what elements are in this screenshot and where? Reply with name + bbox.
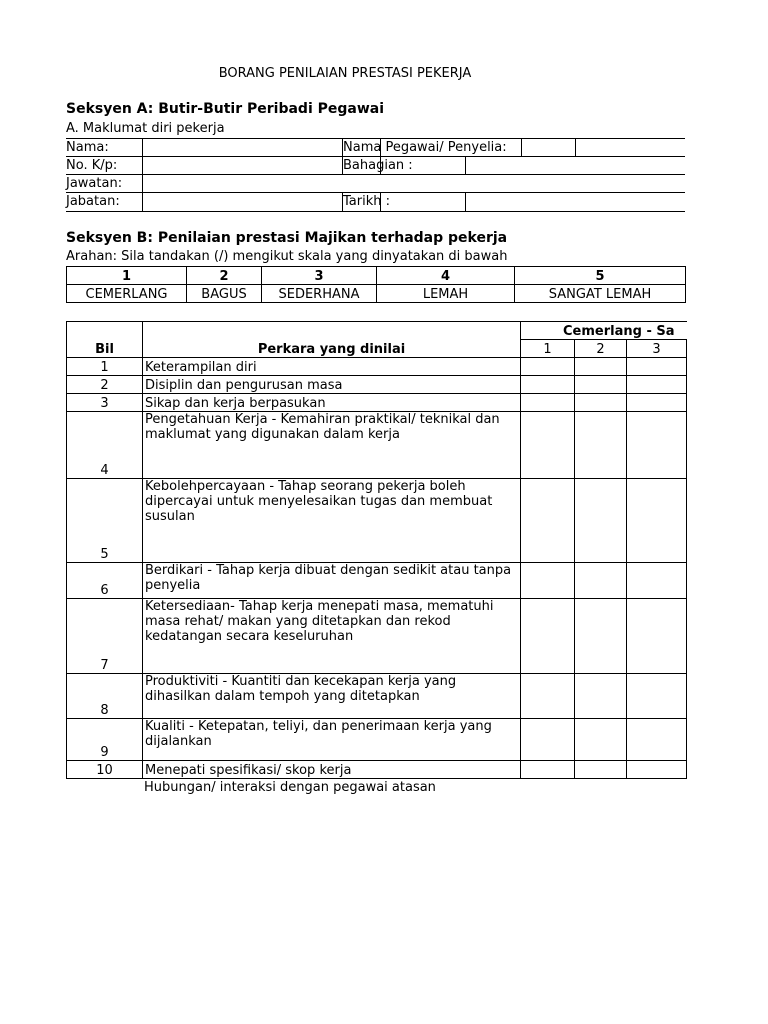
table-row [67,674,687,719]
rating-cell[interactable] [521,563,575,599]
nama-label: Nama: [66,140,109,155]
rating-cell[interactable] [575,358,627,376]
table-row [67,358,687,376]
row-criterion: Sikap dan kerja berpasukan [143,394,521,412]
rating-cell[interactable] [575,394,627,412]
trailing-criterion: Hubungan/ interaksi dengan pegawai atasan [144,780,436,795]
scale-number: 3 [262,267,377,285]
row-criterion: Berdikari - Tahap kerja dibuat dengan sedikit atau tanpa penyelia [143,563,521,599]
scale-col-3: 3 [627,340,687,358]
scale-label: LEMAH [377,285,515,303]
bil-header: Bil [67,322,143,358]
row-criterion: Produktiviti - Kuantiti dan kecekapan kerja yang dihasilkan dalam tempoh yang ditetapkan [143,674,521,719]
table-row [67,479,687,563]
table-row [67,761,687,779]
rating-cell[interactable] [521,376,575,394]
rating-scale-table [66,266,686,303]
rating-cell[interactable] [575,761,627,779]
scale-label: CEMERLANG [67,285,187,303]
rating-cell[interactable] [575,599,627,674]
rating-cell[interactable] [627,358,687,376]
rating-cell[interactable] [521,761,575,779]
scale-number: 2 [187,267,262,285]
rating-cell[interactable] [521,599,575,674]
row-criterion: Menepati spesifikasi/ skop kerja [143,761,521,779]
section-b-heading: Seksyen B: Penilaian prestasi Majikan terhadap pekerja [66,230,508,246]
row-number: 3 [67,394,143,412]
rating-cell[interactable] [521,412,575,479]
row-criterion: Pengetahuan Kerja - Kemahiran praktikal/ teknikal dan maklumat yang digunakan dalam kerja [143,412,521,479]
rating-cell[interactable] [575,719,627,761]
row-criterion: Disiplin dan pengurusan masa [143,376,521,394]
form-title: BORANG PENILAIAN PRESTASI PEKERJA [218,66,472,81]
rating-cell[interactable] [575,412,627,479]
rating-cell[interactable] [627,479,687,563]
section-a-heading: Seksyen A: Butir-Butir Peribadi Pegawai [66,101,385,117]
row-number: 1 [67,358,143,376]
table-row [67,563,687,599]
table-row [67,719,687,761]
rating-cell[interactable] [521,358,575,376]
rating-cell[interactable] [521,674,575,719]
scale-number: 1 [67,267,187,285]
row-criterion: Kualiti - Ketepatan, teliyi, dan penerimaan kerja yang dijalankan [143,719,521,761]
jawatan-label: Jawatan: [66,176,123,191]
rating-cell[interactable] [627,674,687,719]
rating-cell[interactable] [627,761,687,779]
rating-cell[interactable] [627,719,687,761]
table-row [67,599,687,674]
table-row [67,376,687,394]
row-number: 8 [67,674,143,719]
table-row [67,394,687,412]
assessment-table [66,321,687,779]
rating-cell[interactable] [627,412,687,479]
scale-col-2: 2 [575,340,627,358]
scale-number: 4 [377,267,515,285]
bahagian-label: Bahagian : [343,158,413,173]
scale-label: BAGUS [187,285,262,303]
scale-label: SANGAT LEMAH [515,285,686,303]
rating-cell[interactable] [575,479,627,563]
tarikh-label: Tarikh : [343,194,390,209]
row-number: 10 [67,761,143,779]
scale-label: SEDERHANA [262,285,377,303]
rating-cell[interactable] [521,719,575,761]
jabatan-label: Jabatan: [66,194,120,209]
row-criterion: Keterampilan diri [143,358,521,376]
section-b-instruction: Arahan: Sila tandakan (/) mengikut skala yang dinyatakan di bawah [66,249,508,264]
rating-cell[interactable] [627,563,687,599]
rating-cell[interactable] [575,563,627,599]
row-number: 4 [67,412,143,479]
row-number: 9 [67,719,143,761]
row-criterion: Kebolehpercayaan - Tahap seorang pekerja boleh dipercayai untuk menyelesaikan tugas dan membuat susulan [143,479,521,563]
rating-cell[interactable] [575,674,627,719]
row-number: 7 [67,599,143,674]
no-kp-label: No. K/p: [66,158,118,173]
perkara-header: Perkara yang dinilai [143,322,521,358]
scale-number: 5 [515,267,686,285]
row-criterion: Ketersediaan- Tahap kerja menepati masa, mematuhi masa rehat/ makan yang ditetapkan dan rekod kedatangan secara keseluruhan [143,599,521,674]
scale-col-1: 1 [521,340,575,358]
rating-cell[interactable] [575,376,627,394]
row-number: 5 [67,479,143,563]
rating-cell[interactable] [521,394,575,412]
table-row [67,412,687,479]
section-a-subheading: A. Maklumat diri pekerja [66,121,225,136]
rating-cell[interactable] [521,479,575,563]
rating-cell[interactable] [627,599,687,674]
row-number: 2 [67,376,143,394]
row-number: 6 [67,563,143,599]
rating-cell[interactable] [627,394,687,412]
nama-pegawai-label: Nama Pegawai/ Penyelia: [343,140,507,155]
scale-group-header: Cemerlang - Sa [521,322,687,340]
rating-cell[interactable] [627,376,687,394]
